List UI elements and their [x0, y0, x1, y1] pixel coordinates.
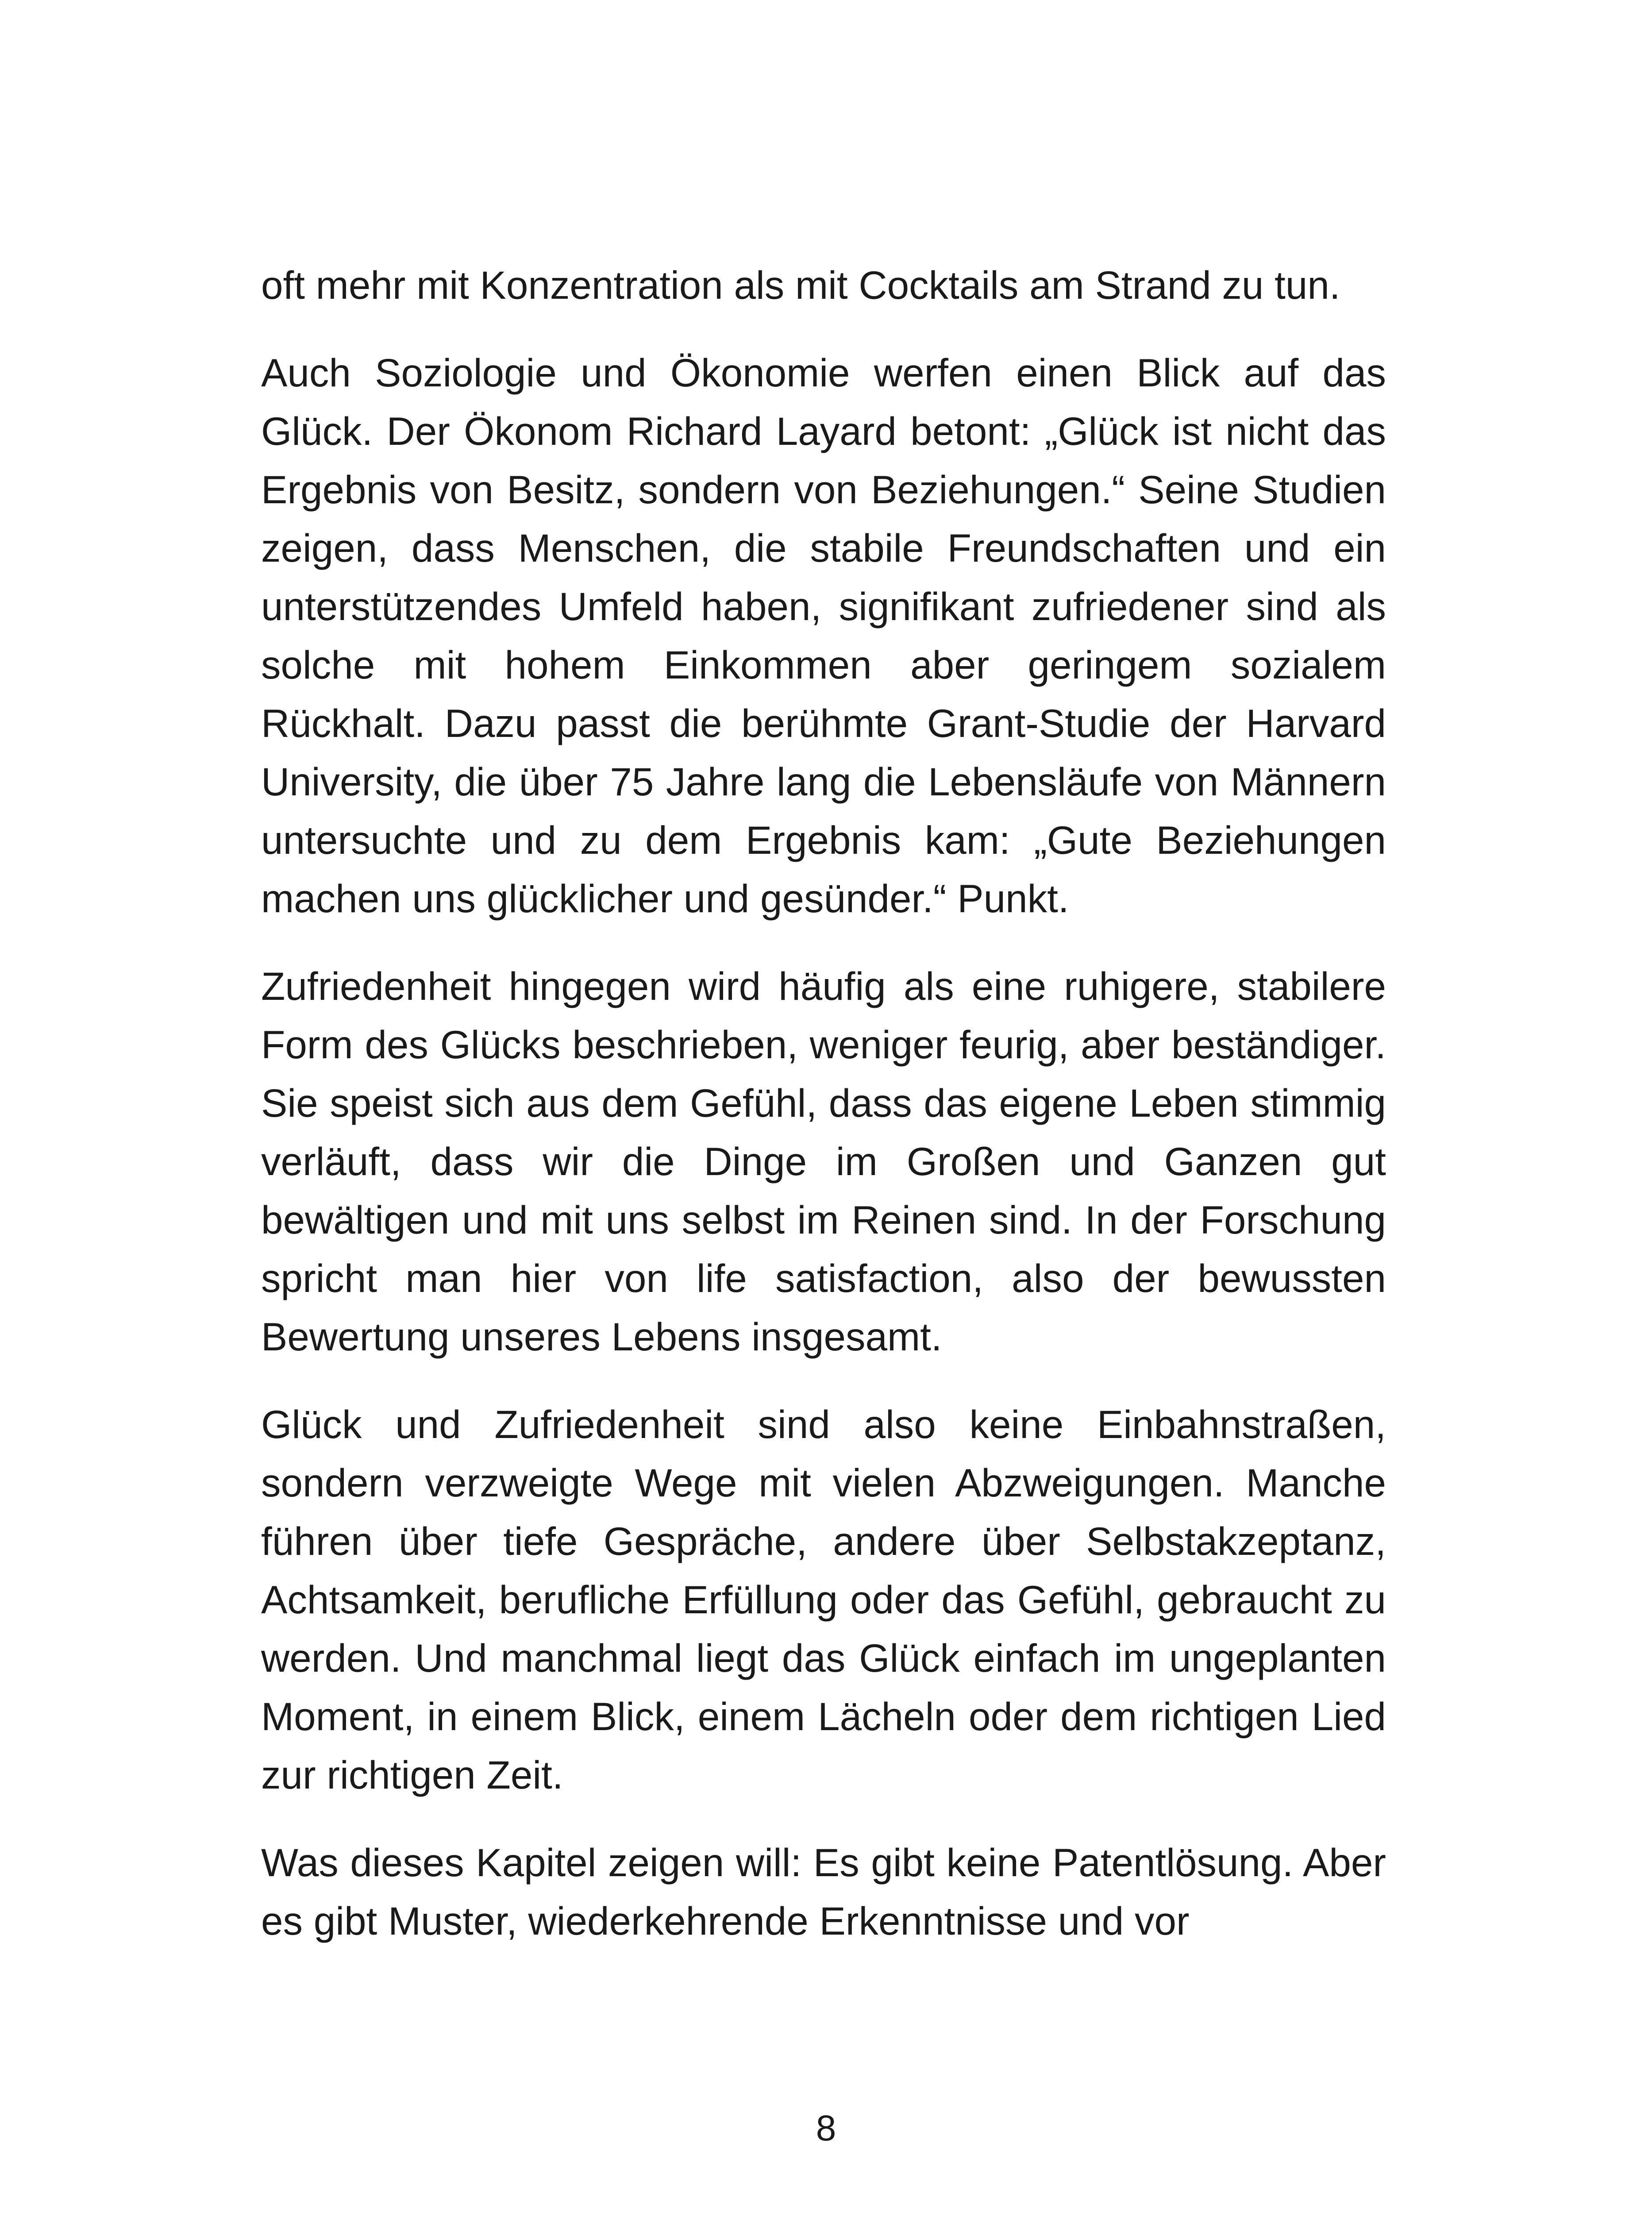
paragraph: Glück und Zufriedenheit sind also keine Einbahnstraßen, sondern verzweigte Wege mit vielen Abzweigungen. Manche führen über tiefe Gespräche, andere über Selbstakzeptanz, Achtsamkeit, berufliche Erfüllung oder das Gefühl, gebraucht zu werden. Und manchmal liegt das Glück einfach im ungeplanten Moment, in einem Blick, einem Lächeln oder dem richtigen Lied zur richtigen Zeit. [261, 1402, 1386, 1797]
paragraph: Was dieses Kapitel zeigen will: Es gibt keine Patentlösung. Aber es gibt Muster, wiederkehrende Erkenntnisse und vor [261, 1840, 1386, 1943]
body-text [261, 256, 1386, 1950]
page-number: 8 [816, 2108, 836, 2148]
paragraph: oft mehr mit Konzentration als mit Cocktails am Strand zu tun. [261, 263, 1340, 307]
paragraph: Zufriedenheit hingegen wird häufig als eine ruhigere, stabilere Form des Glücks beschrieben, weniger feurig, aber beständiger. Sie speist sich aus dem Gefühl, dass das eigene Leben stimmig verläuft, dass wir die Dinge im Großen und Ganzen gut bewältigen und mit uns selbst im Reinen sind. In der Forschung spricht man hier von life satisfaction, also der bewussten Bewertung unseres Lebens insgesamt. [261, 964, 1386, 1359]
paragraph: Auch Soziologie und Ökonomie werfen einen Blick auf das Glück. Der Ökonom Richard Layard betont: „Glück ist nicht das Ergebnis von Besitz, sondern von Beziehungen.“ Seine Studien zeigen, dass Menschen, die stabile Freundschaften und ein unterstützendes Umfeld haben, signifikant zufriedener sind als solche mit hohem Einkommen aber geringem sozialem Rückhalt. Dazu passt die berühmte Grant-Studie der Harvard University, die über 75 Jahre lang die Lebensläufe von Männern untersuchte und zu dem Ergebnis kam: „Gute Beziehungen machen uns glücklicher und gesünder.“ Punkt. [261, 351, 1386, 921]
